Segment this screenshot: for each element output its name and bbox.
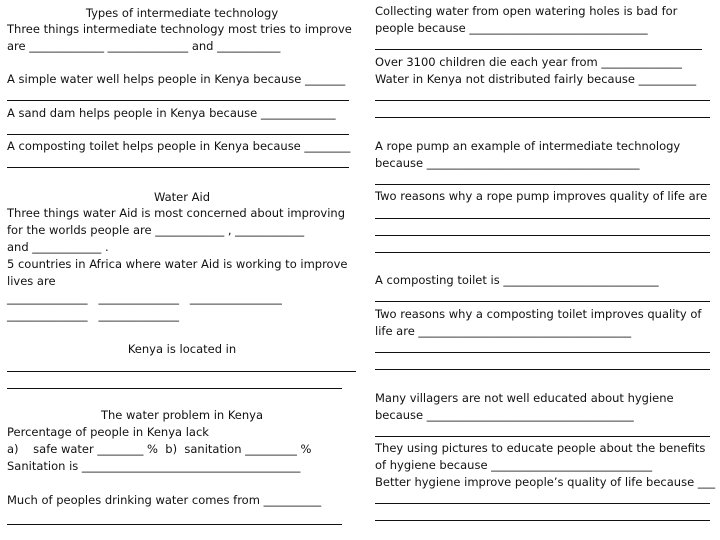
- drinking-water-answer-line: [7, 524, 342, 525]
- hygiene-line-2: because ____________________________________: [375, 408, 634, 422]
- water-well-answer-line: [7, 100, 349, 101]
- water-aid-title: Water Aid: [153, 190, 210, 204]
- composting-toilet-reason-line-1: [375, 352, 710, 353]
- sand-dam-prompt: A sand dam helps people in Kenya because _____________: [7, 106, 336, 120]
- composting-toilet-reasons-line-2: life are _____________________________________: [375, 324, 632, 338]
- composting-toilet-definition: A composting toilet is ___________________________: [375, 273, 659, 287]
- water-problem-title: The water problem in Kenya: [100, 408, 264, 422]
- hygiene-benefits-line: of hygiene because ____________________________: [375, 458, 653, 472]
- kenya-location-answer-line-1: [7, 371, 356, 372]
- sanitation-line: Sanitation is ______________________________________: [7, 459, 301, 473]
- kenya-location-title: Kenya is located in: [127, 342, 237, 356]
- water-aid-line-3: and ____________ .: [7, 240, 109, 254]
- composting-toilet-reason-line-2: [375, 369, 710, 370]
- better-hygiene-answer-line-2: [375, 520, 710, 521]
- water-problem-line-1: Percentage of people in Kenya lack: [7, 425, 209, 439]
- rope-pump-reason-line-1: [375, 218, 710, 219]
- hygiene-pictures-line: They using pictures to educate people about the benefits: [375, 441, 706, 455]
- countries-blanks-row-1: ______________ ______________ ________________: [7, 291, 282, 305]
- composting-toilet-reasons-line-1: Two reasons why a composting toilet improves quality of: [375, 307, 702, 321]
- hygiene-answer-line: [375, 436, 710, 437]
- rope-pump-line-2: because _____________________________________: [375, 156, 640, 170]
- better-hygiene-line: Better hygiene improve people’s quality of life because ___: [375, 475, 716, 489]
- better-hygiene-answer-line-1: [375, 503, 710, 504]
- intermediate-tech-line-1: Three things intermediate technology most tries to improve: [7, 22, 352, 36]
- rope-pump-answer-line: [375, 184, 710, 185]
- rope-pump-reason-line-2: [375, 235, 710, 236]
- water-problem-line-2: a) safe water ________ % b) sanitation _________ %: [7, 442, 312, 456]
- water-aid-line-4: 5 countries in Africa where water Aid is working to improve: [7, 257, 348, 271]
- kenya-location-answer-line-2: [7, 388, 342, 389]
- watering-holes-line-2: people because _______________________________: [375, 21, 648, 35]
- intermediate-tech-title: Types of intermediate technology: [85, 6, 279, 20]
- hygiene-line-1: Many villagers are not well educated about hygiene: [375, 391, 674, 405]
- watering-holes-answer-line: [375, 49, 702, 50]
- water-distribution-answer-line-2: [375, 117, 710, 118]
- intermediate-tech-line-2: are _____________ ______________ and ___________: [7, 39, 281, 53]
- sand-dam-answer-line: [7, 134, 349, 135]
- composting-toilet-answer-line: [7, 167, 349, 168]
- water-distribution-line: Water in Kenya not distributed fairly because __________: [375, 72, 697, 86]
- children-deaths-line: Over 3100 children die each year from ______________: [375, 55, 682, 69]
- composting-toilet-prompt: A composting toilet helps people in Kenya because ________: [7, 139, 351, 153]
- rope-pump-line-1: A rope pump an example of intermediate technology: [375, 139, 681, 153]
- water-aid-line-5: lives are: [7, 274, 56, 288]
- water-aid-line-2: for the worlds people are ____________ , ____________: [7, 223, 305, 237]
- countries-blanks-row-2: ______________ ______________: [7, 308, 179, 322]
- watering-holes-line-1: Collecting water from open watering holes is bad for: [375, 4, 678, 18]
- water-distribution-answer-line-1: [375, 100, 710, 101]
- composting-toilet-answer-line: [375, 301, 710, 302]
- rope-pump-reason-line-3: [375, 252, 710, 253]
- rope-pump-reasons-prompt: Two reasons why a rope pump improves quality of life are: [375, 189, 708, 203]
- water-well-prompt: A simple water well helps people in Kenya because _______: [7, 72, 346, 86]
- drinking-water-line: Much of peoples drinking water comes from __________: [7, 493, 322, 507]
- water-aid-line-1: Three things water Aid is most concerned about improving: [7, 206, 346, 220]
